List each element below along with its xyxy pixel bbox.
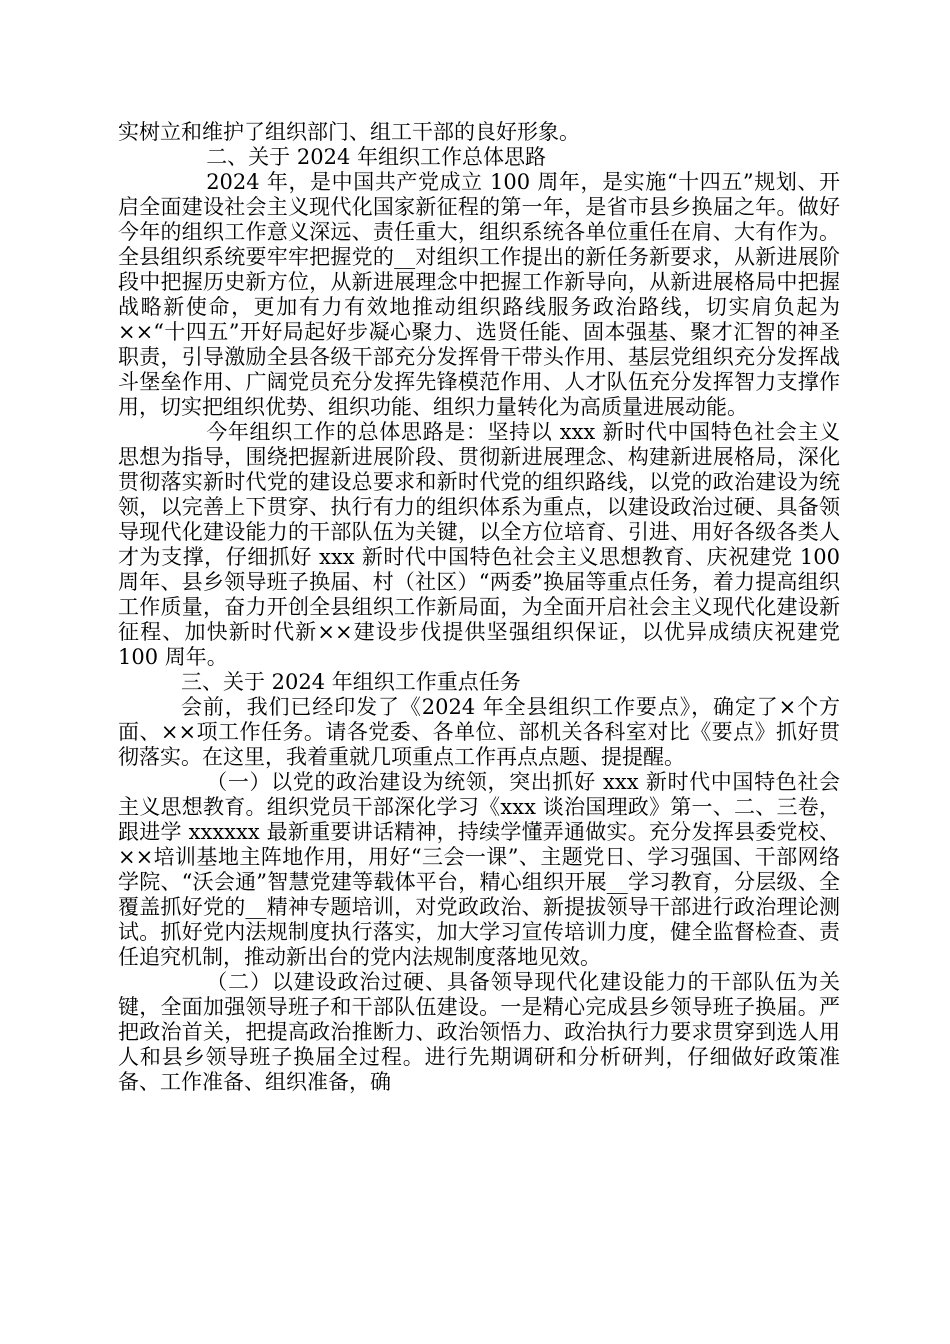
paragraph-task-2: （二）以建设政治过硬、具备领导现代化建设能力的干部队伍为关键，全面加强领导班子和干部队伍建设。一是精心完成县乡领导班子换届。严把政治首关，把提高政治推断力、政治领悟力、政治执行力要求贯穿到选人用人和县乡领导班子换届全过程。进行先期调研和分析研判，仔细做好政策准备、工作准备、组织准备，确	[118, 970, 840, 1094]
paragraph-overall-approach: 今年组织工作的总体思路是：坚持以 xxx 新时代中国特色社会主义思想为指导，围绕把握新进展阶段、贯彻新进展理念、构建新进展格局，深化贯彻落实新时代党的建设总要求和新时代党的组织路线，以党的政治建设为统领，以完善上下贯穿、执行有力的组织体系为重点，以建设政治过硬、具备领导现代化建设能力的干部队伍为关键，以全方位培育、引进、用好各级各类人才为支撑，仔细抓好 xxx 新时代中国特色社会主义思想教育、庆祝建党 100 周年、县乡领导班子换届、村（社区）“两委”换届等重点任务，着力提高组织工作质量，奋力开创全县组织工作新局面，为全面开启社会主义现代化建设新征程、加快新时代新××建设步伐提供坚强组织保证，以优异成绩庆祝建党 100 周年。	[118, 420, 840, 669]
section-heading-2: 二、关于 2024 年组织工作总体思路	[206, 145, 546, 169]
paragraph-continuation: 实树立和维护了组织部门、组工干部的良好形象。	[118, 120, 580, 144]
section-heading-3: 三、关于 2024 年组织工作重点任务	[181, 670, 521, 694]
paragraph-task-1: （一）以党的政治建设为统领，突出抓好 xxx 新时代中国特色社会主义思想教育。组织党员干部深化学习《xxx 谈治国理政》第一、二、三卷，跟进学 xxxxxx 最新重要讲话精神，持续学懂弄通做实。充分发挥县委党校、××培训基地主阵地作用，用好“三会一课”、主题党日、学习强国、干部网络学院、“沃会通”智慧党建等载体平台，精心组织开展__学习教育，分层级、全覆盖抓好党的__精神专题培训，对党政政治、新提拔领导干部进行政治理论测试。抓好党内法规制度执行落实，加大学习宣传培训力度，健全监督检查、责任追究机制，推动新出台的党内法规制度落地见效。	[118, 770, 840, 969]
document-page	[118, 120, 840, 1095]
paragraph-2024-overview: 2024 年，是中国共产党成立 100 周年，是实施“十四五”规划、开启全面建设社会主义现代化国家新征程的第一年，是省市县乡换届之年。做好今年的组织工作意义深远、责任重大，组织系统各单位重任在肩、大有作为。全县组织系统要牢牢把握党的__对组织工作提出的新任务新要求，从新进展阶段中把握历史新方位，从新进展理念中把握工作新导向，从新进展格局中把握战略新使命，更加有力有效地推动组织路线服务政治路线，切实肩负起为××“十四五”开好局起好步凝心聚力、选贤任能、固本强基、聚才汇智的神圣职责，引导激励全县各级干部充分发挥骨干带头作用、基层党组织充分发挥战斗堡垒作用、广阔党员充分发挥先锋模范作用、人才队伍充分发挥智力支撑作用，切实把组织优势、组织功能、组织力量转化为高质量进展动能。	[118, 170, 840, 419]
paragraph-meeting-intro: 会前，我们已经印发了《2024 年全县组织工作要点》，确定了×个方面、××项工作任务。请各党委、各单位、部机关各科室对比《要点》抓好贯彻落实。在这里，我着重就几项重点工作再点点题、提提醒。	[118, 695, 840, 769]
